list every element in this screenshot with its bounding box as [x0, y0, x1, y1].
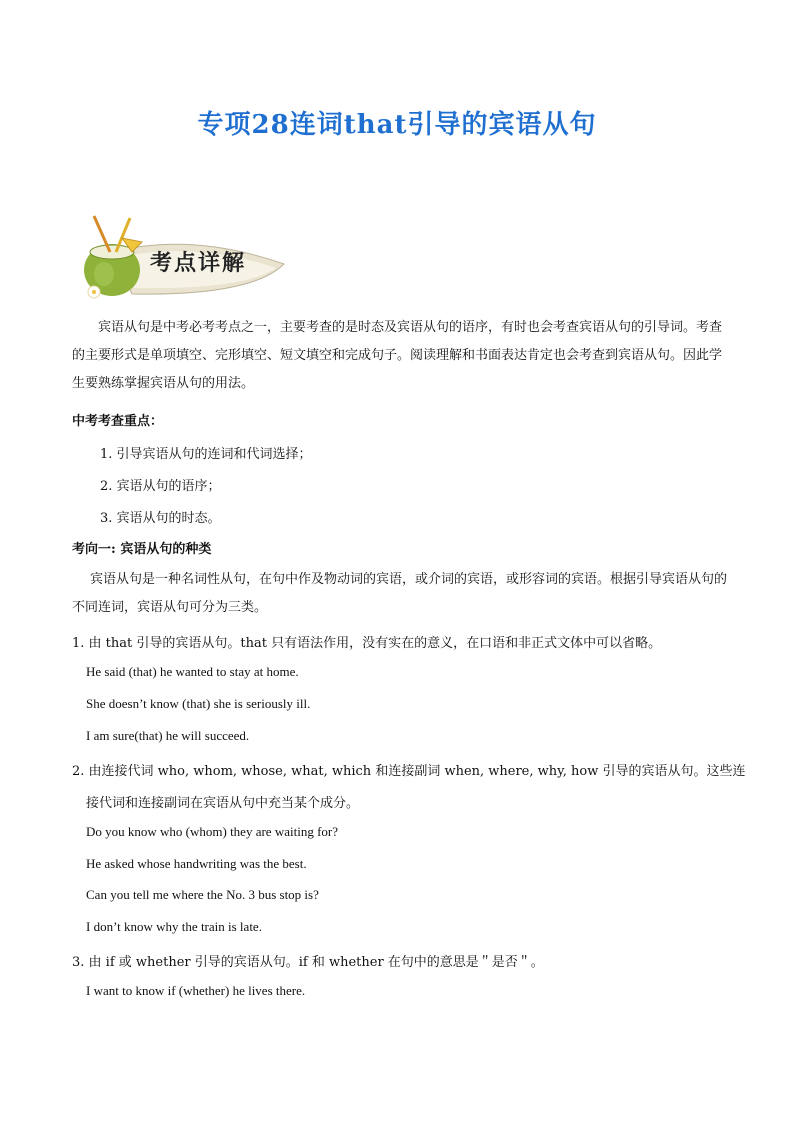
point-3: 3. 由 if 或 whether 引导的宾语从句。if 和 whether 在句中的意思是＂是否＂。 [72, 955, 544, 970]
point-2-line1: 2. 由连接代词 who, whom, whose, what, which 和连接副词 when, where, why, how 引导的宾语从句。这些连 [72, 764, 746, 779]
example-sentence: I want to know if (whether) he lives there. [86, 983, 306, 998]
example-sentence: He said (that) he wanted to stay at home. [86, 664, 299, 679]
intro-paragraph: 宾语从句是中考必考考点之一，主要考查的是时态及宾语从句的语序，有时也会考查宾语从句的引导词。考查的主要形式是单项填空、完形填空、短文填空和完成句子。阅读理解和书面表达肯定也会考查到宾语从句。因此学生要熟练掌握宾语从句的用法。 [72, 320, 723, 391]
focus-item: 2. 宾语从句的语序； [100, 479, 221, 494]
section-paragraph: 宾语从句是一种名词性从句，在句中作及物动词的宾语，或介词的宾语，或形容词的宾语。根据引导宾语从句的不同连词，宾语从句可分为三类。 [72, 572, 728, 615]
focus-heading: 中考考查重点： [72, 414, 164, 429]
page-title: 专项28连词that引导的宾语从句 [197, 110, 597, 140]
coconut-drink-icon [84, 216, 142, 298]
point-2-line2: 接代词和连接副词在宾语从句中充当某个成分。 [86, 796, 360, 811]
focus-item: 1. 引导宾语从句的连词和代词选择； [100, 447, 312, 462]
banner-label: 考点详解 [150, 250, 247, 276]
example-sentence: Can you tell me where the No. 3 bus stop is? [86, 887, 319, 902]
example-sentence: Do you know who (whom) they are waiting for? [86, 824, 338, 839]
example-sentence: I am sure(that) he will succeed. [86, 728, 250, 743]
focus-item: 3. 宾语从句的时态。 [100, 511, 221, 526]
example-sentence: She doesn’t know (that) she is seriously ill. [86, 696, 311, 711]
section-banner [72, 212, 292, 308]
point-1: 1. 由 that 引导的宾语从句。that 只有语法作用，没有实在的意义，在口语和非正式文体中可以省略。 [72, 636, 662, 651]
section-heading: 考向一: 宾语从句的种类 [72, 542, 212, 557]
example-sentence: I don’t know why the train is late. [86, 919, 262, 934]
example-sentence: He asked whose handwriting was the best. [86, 856, 307, 871]
